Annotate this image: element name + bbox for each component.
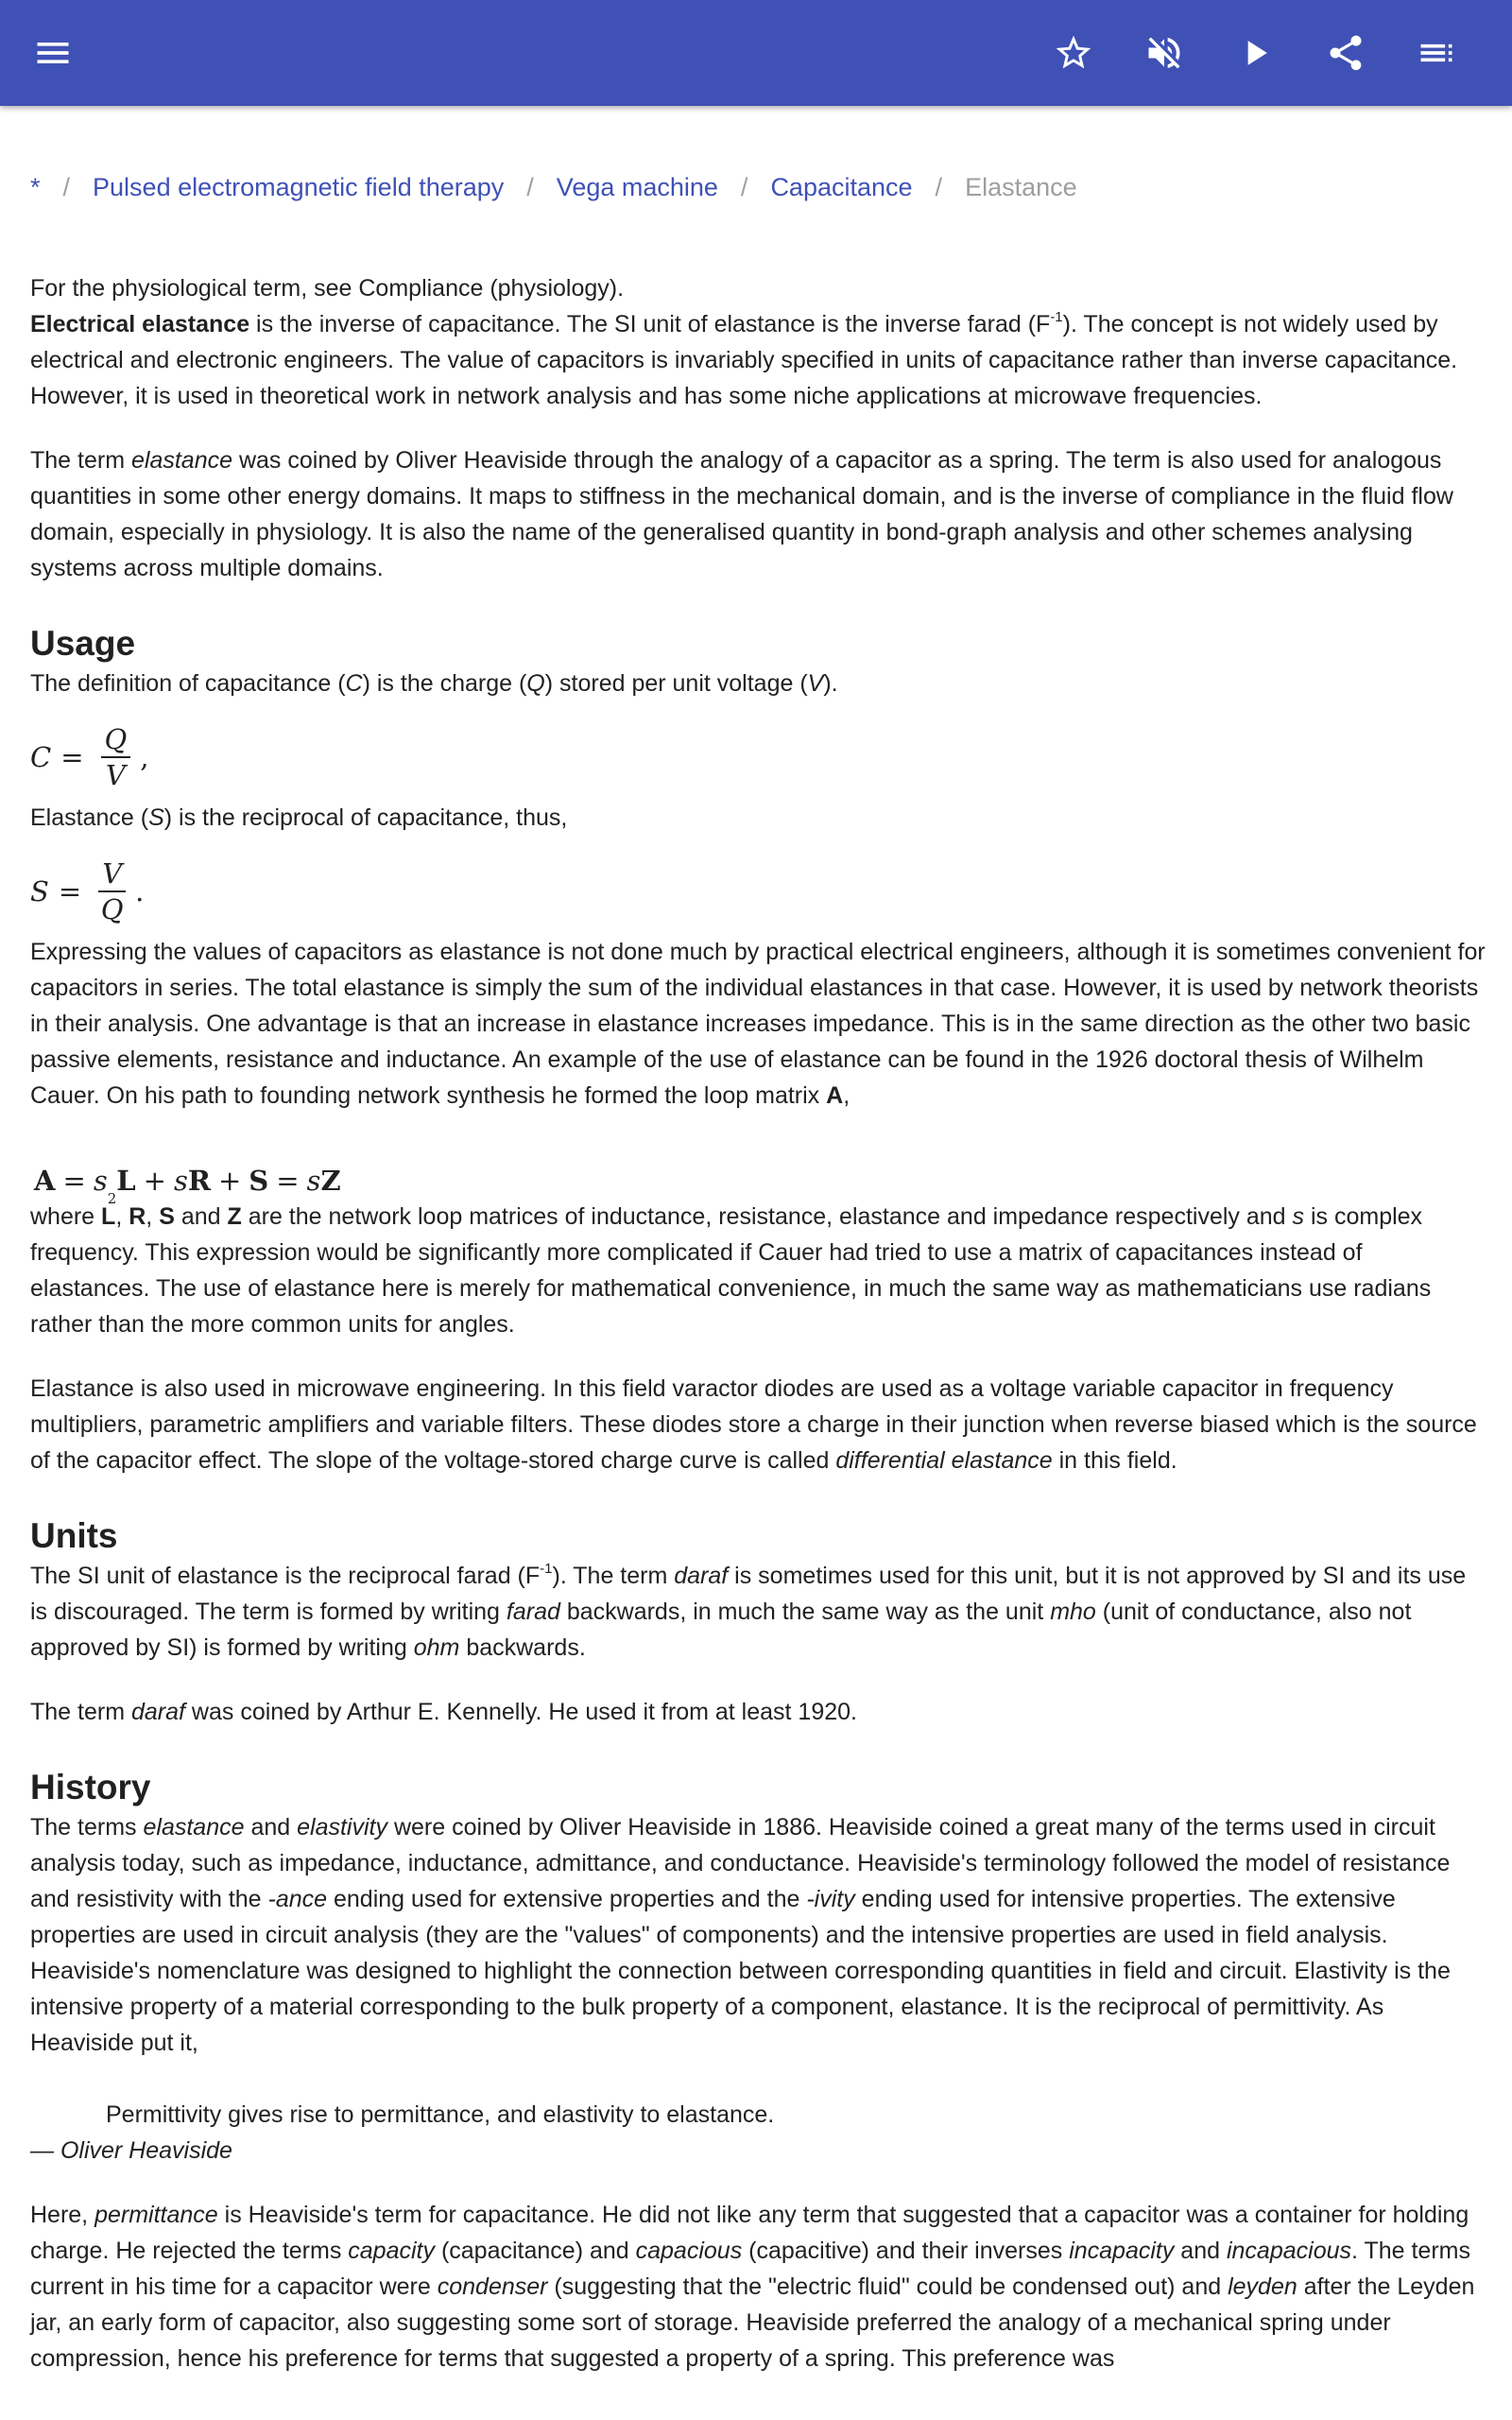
table-of-contents-icon bbox=[1416, 32, 1457, 74]
share-icon bbox=[1325, 32, 1366, 74]
play-icon bbox=[1234, 32, 1276, 74]
quote-citation: — Oliver Heaviside bbox=[30, 2137, 232, 2164]
intro-paragraph-1: Electrical elastance is the inverse of capacitance. The SI unit of elastance is the inverse farad $(F^{-1})$. The concept is not widely used by electrical and electronic engineers. The value of capacitors is invariably specified in units of capacitance rather than inverse capacitance. However, it is used in theoretical work in network analysis and has some niche applications at microwave frequencies. bbox=[30, 309, 1458, 409]
play-button[interactable] bbox=[1227, 25, 1283, 81]
toc-button[interactable] bbox=[1408, 25, 1465, 81]
breadcrumb-current: Elastance bbox=[965, 172, 1077, 201]
breadcrumb-pemf[interactable]: Pulsed electromagnetic field therapy bbox=[93, 172, 505, 201]
units-paragraph-2: The term daraf was coined by Arthur E. Kennelly. He used it from at least 1920. bbox=[30, 1699, 857, 1725]
usage-paragraph-1: The definition of capacitance (C) is the charge (Q) stored per unit voltage (V). bbox=[30, 670, 838, 697]
usage-paragraph-3: Expressing the values of capacitors as elastance is not done much by practical electrical engineers, although it is sometimes convenient for capacitors in series. The total elastance is simply the sum of the individual elastances in that case. However, it is used by network theorists in their analysis. One advantage is that an increase in elastance increases impedance. This is in the same direction as the other two basic passive elements, resistance and inductance. An example of the use of elastance can be found in the 1926 doctoral thesis of Wilhelm Cauer. On his path to founding network synthesis he formed the loop matrix A, bbox=[30, 939, 1486, 1109]
breadcrumb-separator: / bbox=[740, 172, 748, 201]
breadcrumb-home[interactable]: * bbox=[30, 172, 41, 201]
equation-capacitance: C = $\frac{Q}{V}$ , bbox=[30, 723, 149, 791]
breadcrumb-separator: / bbox=[935, 172, 943, 201]
breadcrumb-capacitance[interactable]: Capacitance bbox=[770, 172, 913, 201]
usage-paragraph-5: Elastance is also used in microwave engineering. In this field varactor diodes are used as a voltage variable capacitor in frequency multipliers, parametric amplifiers and variable filters. These diodes store a charge in their junction when reverse biased which is the source of the capacitor effect. The slope of the voltage-stored charge curve is called differential elastance in this field. bbox=[30, 1375, 1477, 1474]
hatnote[interactable]: For the physiological term, see Compliance (physiology). bbox=[30, 275, 625, 302]
breadcrumb bbox=[30, 166, 1077, 208]
breadcrumb-vega-machine[interactable]: Vega machine bbox=[556, 172, 718, 201]
star-outline-icon bbox=[1053, 32, 1094, 74]
usage-paragraph-4: where L, R, S and Z are the network loop matrices of inductance, resistance, elastance and impedance respectively and s is complex frequency. This expression would be significantly more complicated if Cauer had tried to use a matrix of capacitances instead of elastances. The use of elastance here is merely for mathematical convenience, in much the same way as mathematicians use radians rather than the more common units for angles. bbox=[30, 1203, 1432, 1338]
breadcrumb-separator: / bbox=[62, 172, 71, 201]
units-paragraph-1: The SI unit of elastance is the reciprocal farad $(F^{-1})$. The term daraf is sometimes used for this unit, but it is not approved by SI and its use is discouraged. The term is formed by writing farad backwards, in much the same way as the unit mho (unit of conductance, also not approved by SI) is formed by writing ohm backwards. bbox=[30, 1561, 1467, 1661]
equation-elastance: S = $\frac{V}{Q}$ . bbox=[30, 857, 145, 925]
quote: Permittivity gives rise to permittance, and elastivity to elastance. bbox=[106, 2101, 775, 2128]
app-bar bbox=[0, 0, 1512, 106]
history-paragraph-1: The terms elastance and elastivity were coined by Oliver Heaviside in 1886. Heaviside coined a great many of the terms used in circuit analysis today, such as impedance, inductance, admittance, and conductance. Heaviside's terminology followed the model of resistance and resistivity with the -ance ending used for extensive properties and the -ivity ending used for intensive properties. The extensive properties are used in circuit analysis (they are the "values" of components) and the intensive properties are used in field analysis. Heaviside's nomenclature was designed to highlight the connection between corresponding quantities in field and circuit. Elastivity is the intensive property of a material corresponding to the bulk property of a component, elastance. It is the reciprocal of permittivity. As Heaviside put it, bbox=[30, 1814, 1451, 2056]
bookmark-button[interactable] bbox=[1045, 25, 1102, 81]
share-button[interactable] bbox=[1317, 25, 1374, 81]
usage-paragraph-2: Elastance (S) is the reciprocal of capacitance, thus, bbox=[30, 804, 568, 831]
intro-paragraph-2: The term elastance was coined by Oliver Heaviside through the analogy of a capacitor as a spring. The term is also used for analogous quantities in some other energy domains. It maps to stiffness in the mechanical domain, and is the inverse of compliance in the fluid flow domain, especially in physiology. It is also the name of the generalised quantity in bond-graph analysis and other schemes analysing systems across multiple domains. bbox=[30, 447, 1453, 581]
equation-loop-matrix: A = s 2 L + s R + S = s Z bbox=[34, 1165, 341, 1207]
volume-off-icon bbox=[1143, 32, 1185, 74]
section-heading-units: Units bbox=[30, 1516, 118, 1555]
section-heading-history: History bbox=[30, 1768, 151, 1806]
history-paragraph-2: Here, permittance is Heaviside's term for capacitance. He did not like any term that suggested that a capacitor was a container for holding charge. He rejected the terms capacity (capacitance) and capacious (capacitive) and their inverses incapacity and incapacious. The terms current in his time for a capacitor were condenser (suggesting that the "electric fluid" could be condensed out) and leyden after the Leyden jar, an early form of capacitor, also suggesting some sort of storage. Heaviside preferred the analogy of a mechanical spring under compression, hence his preference for terms that suggested a property of a spring. This preference was bbox=[30, 2202, 1475, 2372]
breadcrumb-separator: / bbox=[526, 172, 534, 201]
menu-icon bbox=[32, 32, 74, 74]
section-heading-usage: Usage bbox=[30, 624, 136, 663]
article-body bbox=[30, 270, 1486, 2377]
mute-button[interactable] bbox=[1136, 25, 1193, 81]
menu-button[interactable] bbox=[25, 25, 81, 81]
